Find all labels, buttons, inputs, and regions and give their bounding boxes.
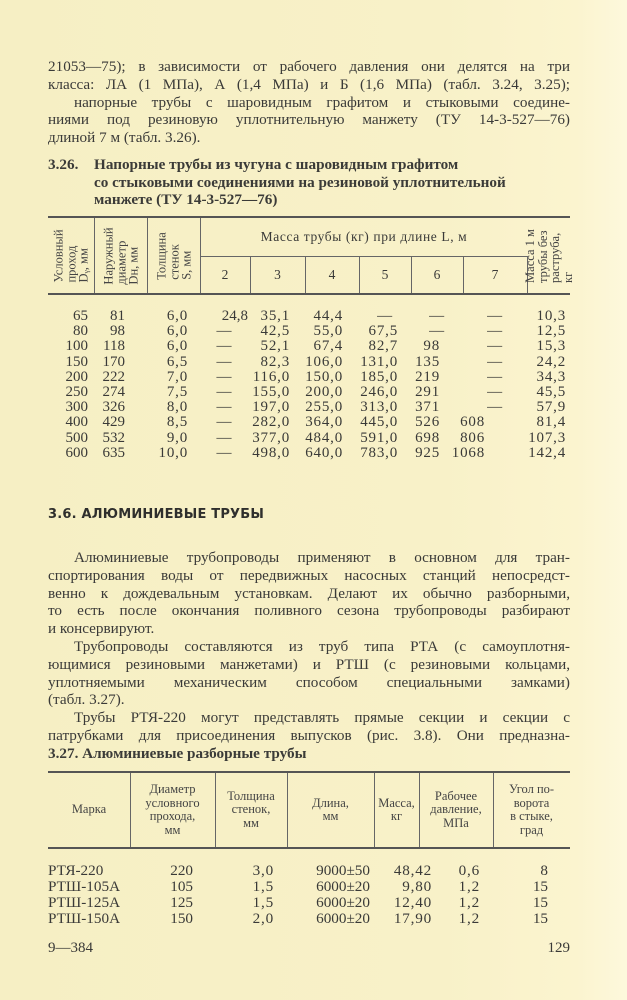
- table-cell: 255,0: [305, 399, 343, 416]
- header-text: давление,: [430, 802, 482, 817]
- section-title: 3.6. АЛЮМИНИЕВЫЕ ТРУБЫ: [48, 507, 265, 522]
- table-row: [48, 370, 570, 385]
- table-cell: 371: [415, 399, 440, 416]
- table-cell: —: [216, 368, 232, 385]
- table-cell: 282,0: [252, 414, 290, 431]
- paragraph-2: [48, 638, 570, 709]
- table-cell: 48,42: [393, 862, 432, 879]
- table-row: [48, 911, 570, 927]
- table-cell: 118: [103, 338, 125, 355]
- table-3-27: [48, 771, 570, 927]
- text-line: патрубками для присоединения выпусков (рис. 3.8). Они предназна-: [48, 726, 570, 744]
- header-mass-per-meter: [523, 218, 575, 293]
- table-cell: 17,90: [393, 910, 432, 927]
- table-cell: —: [487, 368, 503, 385]
- table-cell: 105: [170, 878, 193, 895]
- table-cell: 783,0: [360, 444, 398, 461]
- table-cell: 15,3: [536, 338, 566, 355]
- table-cell: 131,0: [360, 353, 398, 370]
- table-cell: 6,0: [166, 308, 188, 324]
- text-line: длиной 7 м (табл. 3.26).: [48, 129, 201, 147]
- table-cell: 219: [415, 368, 440, 385]
- table-cell: 400: [65, 414, 88, 431]
- table-cell: —: [216, 383, 232, 400]
- table-cell: 326: [102, 399, 125, 416]
- header-length-6: 6: [411, 256, 464, 293]
- table-cell: 185,0: [360, 368, 398, 385]
- header-brand: [48, 773, 131, 847]
- header-text: Марка: [71, 802, 107, 817]
- table-cell: 81: [110, 308, 125, 324]
- text-line: и консервируют.: [48, 620, 155, 638]
- table-cell: 82,3: [260, 353, 290, 370]
- table-cell: 1,2: [458, 878, 480, 895]
- text-line: напорные трубы с шаровидным графитом и стыковыми соедине-: [74, 93, 570, 111]
- header-text: Dᵧ, мм: [76, 247, 91, 283]
- table-cell: 445,0: [360, 414, 398, 431]
- table-cell: 82,7: [368, 338, 398, 355]
- table-cell: 155,0: [252, 383, 290, 400]
- table-cell: 9,0: [166, 429, 188, 446]
- header-text: Наружный: [100, 226, 115, 285]
- text-line: Трубопроводы составляются из труб типа РТА (с самоуплотня-: [74, 638, 570, 655]
- table-cell: —: [216, 353, 232, 370]
- table-cell: 498,0: [252, 444, 290, 461]
- table-cell: 12,5: [536, 323, 566, 340]
- table-cell: 7,0: [166, 368, 188, 385]
- table-cell: —: [487, 399, 503, 416]
- table-cell: —: [429, 323, 445, 340]
- table-3-26: [48, 216, 575, 461]
- table-cell: —: [216, 444, 232, 461]
- table-cell: 274: [102, 383, 125, 400]
- table-cell: 44,4: [313, 308, 343, 324]
- table-cell: —: [487, 323, 503, 340]
- table-row: [48, 863, 570, 879]
- table-cell: —: [487, 338, 503, 355]
- text-line: 21053—75); в зависимости от рабочего давления они делятся на три: [48, 58, 570, 75]
- table-cell: 200,0: [305, 383, 343, 400]
- table-row: [48, 400, 570, 415]
- table-cell: 35,1: [260, 308, 290, 324]
- table-cell: —: [429, 308, 445, 324]
- table-cell: 300: [65, 399, 88, 416]
- header-text: S, мм: [178, 250, 193, 280]
- table-cell: 12,40: [393, 894, 432, 911]
- table-number: 3.26.: [48, 156, 79, 173]
- table-cell: 8,0: [166, 399, 188, 416]
- table-cell: —: [216, 338, 232, 355]
- table-cell: 8,5: [166, 414, 188, 431]
- header-text: кг: [390, 809, 403, 823]
- text-line: уплотняемыми механическим способом специальными замками): [48, 673, 570, 691]
- table-cell: 1,2: [458, 910, 480, 927]
- table-cell: 429: [102, 414, 125, 431]
- table-cell: 600: [65, 444, 88, 461]
- table-cell: 135: [415, 353, 440, 370]
- table-cell: 67,5: [368, 323, 398, 340]
- header-text: Условный: [51, 228, 66, 283]
- table-cell: —: [216, 414, 232, 431]
- table-cell: —: [216, 323, 232, 340]
- table-cell: —: [377, 308, 393, 324]
- header-text: ворота: [513, 795, 550, 810]
- table-row: [48, 431, 570, 446]
- table-row: [48, 339, 570, 354]
- header-text: стенок,: [231, 802, 271, 817]
- header-text: Диаметр: [149, 782, 196, 796]
- header-text: трубы без: [535, 229, 550, 283]
- table-row: [48, 309, 570, 324]
- header-length-4: 4: [305, 256, 360, 293]
- table-cell: 10,3: [536, 308, 566, 324]
- table-cell: —: [487, 383, 503, 400]
- table-cell: 291: [415, 383, 440, 400]
- text-line: то есть после окончания поливного сезона трубопроводы разбирают: [48, 602, 570, 620]
- table-cell: —: [216, 399, 232, 416]
- header-text: проход: [63, 245, 78, 283]
- header-text: Толщина: [227, 788, 275, 803]
- header-outer-diameter: [94, 218, 148, 293]
- table-cell: 116,0: [252, 368, 290, 385]
- header-text: град: [519, 822, 544, 837]
- text-line: Алюминиевые трубопроводы применяют в основном для тран-: [74, 549, 570, 566]
- header-text: Dн, мм: [125, 246, 140, 285]
- header-length-2: 2: [200, 256, 251, 293]
- table-cell: 125: [170, 894, 193, 911]
- caption-line: со стыковыми соединениями на резиновой уплотнительной: [94, 173, 506, 191]
- table-cell: 67,4: [313, 338, 343, 355]
- table-cell: 1,2: [458, 894, 480, 911]
- signature-mark: 9—384: [48, 940, 93, 956]
- header-text: мм: [243, 815, 259, 830]
- header-length: [287, 773, 375, 847]
- table-cell: 1,5: [252, 894, 274, 911]
- header-text: мм: [322, 809, 339, 823]
- table-cell: —: [487, 353, 503, 370]
- table-cell: 532: [102, 429, 125, 446]
- table-cell: 98: [110, 323, 125, 340]
- paragraph-1: [48, 549, 570, 638]
- table-row: [48, 324, 570, 339]
- header-text: прохода,: [149, 809, 196, 823]
- table-cell: 591,0: [360, 429, 398, 446]
- text-line: ющимися резиновыми манжетами) и РТШ (с резиновыми кольцами,: [48, 655, 570, 673]
- header-text: Угол по-: [508, 782, 555, 796]
- table-row: [48, 415, 570, 430]
- text-line: класса: ЛА (1 МПа), А (1,4 МПа) и Б (1,6 МПа) (табл. 3.24, 3.25);: [48, 75, 570, 93]
- caption-line: Напорные трубы из чугуна с шаровидным графитом: [94, 156, 459, 173]
- table-cell: 6000±20: [316, 894, 370, 911]
- table-cell: 806: [460, 429, 485, 446]
- caption-line: манжете (ТУ 14-3-527—76): [94, 191, 278, 208]
- table-cell: 925: [415, 444, 440, 461]
- table-cell: 150,0: [305, 368, 343, 385]
- header-mass: [374, 773, 420, 847]
- table-cell: 250: [65, 383, 88, 400]
- table-cell: 635: [102, 444, 125, 461]
- table-cell: 15: [532, 894, 548, 911]
- table-body: [48, 863, 570, 927]
- table-cell: 222: [102, 368, 125, 385]
- table-cell: 10,0: [158, 444, 188, 461]
- table-cell: 200: [65, 368, 88, 385]
- table-header: [48, 771, 570, 849]
- header-text: Масса 1 м: [523, 228, 537, 283]
- table-cell: 150: [170, 910, 193, 927]
- text-line: Трубы РТЯ-220 могут представлять прямые секции и секции с: [74, 709, 570, 726]
- header-wall-thickness: [215, 773, 288, 847]
- table-cell: 15: [532, 878, 548, 895]
- table-body: [48, 309, 570, 461]
- table-cell: 640,0: [305, 444, 343, 461]
- table-cell: —: [487, 308, 503, 324]
- table-cell: 7,5: [166, 383, 188, 400]
- header-length-3: 3: [250, 256, 306, 293]
- table-cell: 45,5: [536, 383, 566, 400]
- table-cell: 34,3: [536, 368, 566, 385]
- table-cell: 246,0: [360, 383, 398, 400]
- table-cell: 1068: [451, 444, 485, 461]
- table-cell: 6,5: [166, 353, 188, 370]
- table-cell: 6,0: [166, 323, 188, 340]
- table-cell: 484,0: [305, 429, 343, 446]
- header-length-7: 7: [463, 256, 528, 293]
- text-line: спортирования воды от передвижных насосных станций непосредст-: [48, 566, 570, 584]
- table-cell: 24,8: [221, 308, 248, 324]
- header-bore-diameter: [130, 773, 216, 847]
- header-text: в стыке,: [510, 809, 553, 823]
- table-cell: 24,2: [536, 353, 566, 370]
- table-cell: 500: [65, 429, 88, 446]
- table-row: [48, 895, 570, 911]
- header-text: Рабочее: [434, 788, 478, 803]
- table-cell: 65: [73, 308, 88, 324]
- table-cell: 9000±50: [316, 862, 370, 879]
- table-cell: 197,0: [252, 399, 290, 416]
- table-cell: 107,3: [528, 429, 566, 446]
- table-cell: РТЯ-220: [48, 862, 104, 879]
- text-line: (табл. 3.27).: [48, 691, 125, 709]
- table-cell: 220: [170, 862, 193, 879]
- intro-paragraph: [48, 58, 570, 147]
- table-row: [48, 879, 570, 895]
- table-row: [48, 446, 570, 461]
- header-length-5: 5: [359, 256, 412, 293]
- table-row: [48, 385, 570, 400]
- table-cell: 81,4: [536, 414, 566, 431]
- header-text: Масса,: [378, 795, 415, 810]
- paragraph-3: [48, 709, 570, 745]
- table-cell: 8: [540, 862, 548, 879]
- header-text: диаметр: [113, 240, 128, 285]
- table-header: [48, 216, 575, 295]
- text-line: венно к дождевальным установкам. Делают их обычно разборными,: [48, 584, 570, 602]
- table-cell: 1,5: [252, 878, 274, 895]
- table-cell: 106,0: [305, 353, 343, 370]
- table-cell: 55,0: [313, 323, 343, 340]
- header-text: условного: [145, 795, 200, 810]
- table-cell: 9,80: [402, 878, 432, 895]
- table-cell: 608: [460, 414, 485, 431]
- header-working-pressure: [419, 773, 494, 847]
- table-cell: 3,0: [252, 862, 274, 879]
- table-cell: 0,6: [458, 862, 480, 879]
- table-cell: 377,0: [252, 429, 290, 446]
- table-3-26-caption: [48, 156, 506, 209]
- header-text: стенок: [166, 243, 181, 280]
- table-cell: РТШ-125А: [48, 894, 121, 911]
- header-text: Толщина: [153, 231, 168, 280]
- table-cell: 80: [73, 323, 88, 340]
- table-row: [48, 355, 570, 370]
- header-text: МПа: [443, 815, 469, 830]
- text-line: ниями под резиновую уплотнительную манжету (ТУ 14-3-527—76): [48, 111, 570, 129]
- table-cell: 364,0: [305, 414, 343, 431]
- table-cell: 170: [102, 353, 125, 370]
- table-cell: РТШ-150А: [48, 910, 121, 927]
- table-3-27-caption: 3.27. Алюминиевые разборные трубы: [48, 745, 307, 762]
- table-cell: 698: [415, 429, 440, 446]
- table-cell: 100: [65, 338, 88, 355]
- table-cell: 42,5: [260, 323, 290, 340]
- table-cell: РТШ-105А: [48, 878, 121, 895]
- table-cell: 57,9: [536, 399, 566, 416]
- table-cell: —: [216, 429, 232, 446]
- header-text: раструба,: [548, 232, 562, 283]
- table-cell: 6,0: [166, 338, 188, 355]
- header-text: мм: [164, 822, 181, 837]
- table-cell: 313,0: [360, 399, 398, 416]
- header-text: Длина,: [312, 795, 349, 810]
- table-cell: 6000±20: [316, 878, 370, 895]
- header-wall-thickness: [147, 218, 201, 293]
- table-cell: 2,0: [252, 910, 274, 927]
- table-cell: 52,1: [260, 338, 290, 355]
- table-cell: 15: [532, 910, 548, 927]
- header-mass-by-length: Масса трубы (кг) при длине L, м: [200, 218, 528, 257]
- table-cell: 150: [65, 353, 88, 370]
- header-conditional-bore: [48, 218, 95, 293]
- table-cell: 526: [415, 414, 440, 431]
- page-number: 129: [547, 940, 570, 956]
- table-cell: 6000±20: [316, 910, 370, 927]
- table-cell: 98: [423, 338, 440, 355]
- table-cell: 142,4: [528, 444, 566, 461]
- header-rotation-angle: [493, 773, 570, 847]
- header-text: кг: [560, 271, 575, 283]
